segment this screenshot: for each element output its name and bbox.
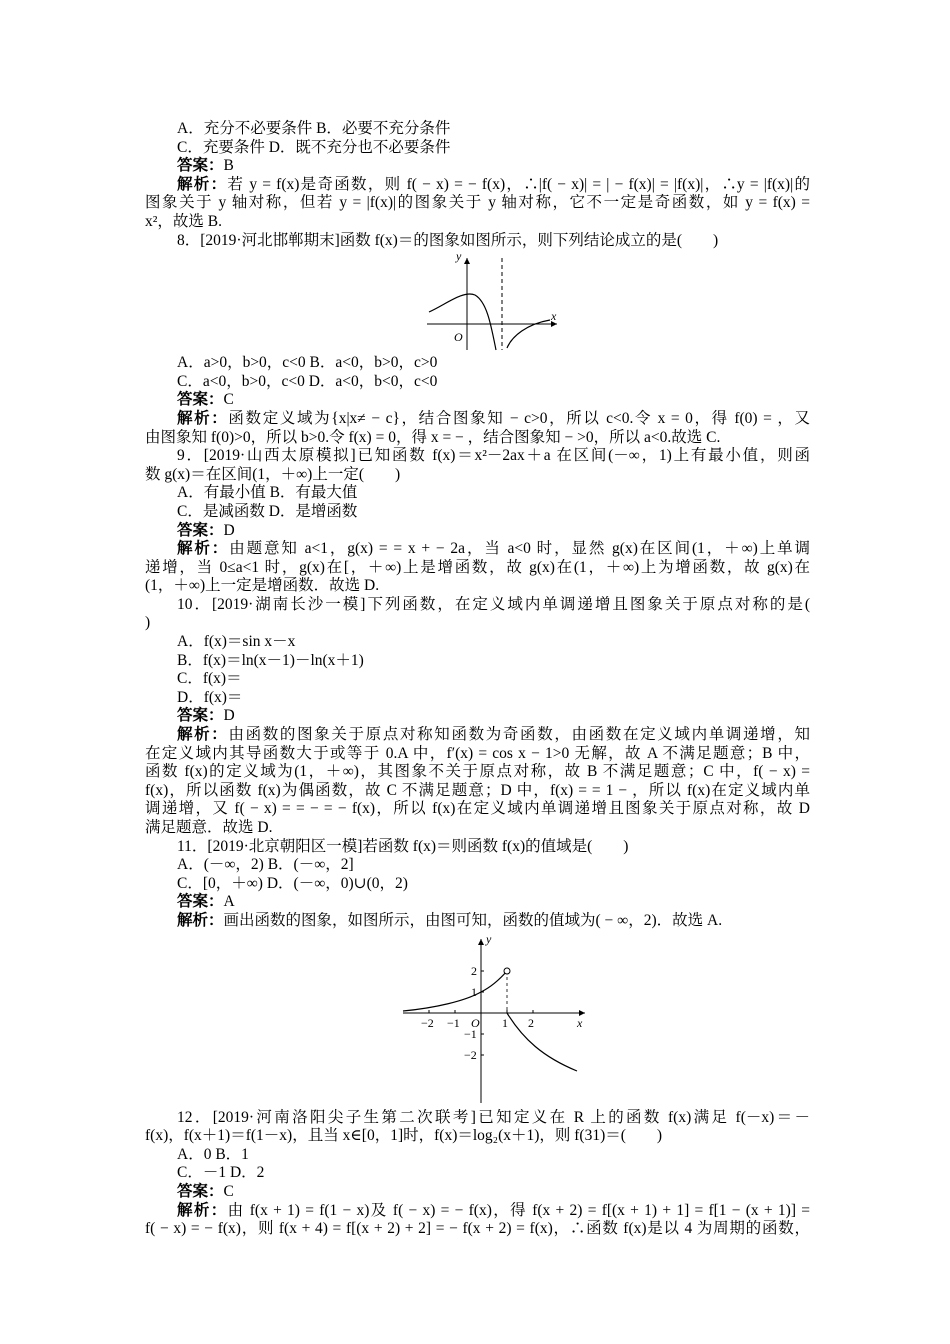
q9-solution-line-3: (1，＋∞)上一定是增函数．故选 D.: [145, 577, 380, 595]
q7-solution-line-2: 图象关于 y 轴对称，但若 y = |f(x)|的图象关于 y 轴对称，它不一定是奇函数，如 y = f(x) =: [145, 194, 810, 212]
q12-options-ab: A．0 B．1: [177, 1145, 249, 1163]
q10-solution-line-5: 调递增，又 f( − x) = = − = − f(x)，所以 f(x)在定义域内单调递增且图象关于原点对称，故 D: [145, 800, 810, 818]
x-tick-label-minus-2: −2: [421, 1015, 434, 1030]
q10-solution-line-6: 满足题意．故选 D.: [145, 819, 273, 836]
q8-figure: [145, 250, 810, 354]
curve-right-piece: [507, 1013, 577, 1071]
q11-solution-line-1: 解析：画出函数的图象，如图所示，由图可知，函数的值域为( − ∞，2)．故选 A.: [177, 911, 723, 929]
q7-options-cd: C．充要条件 D．既不充分也不必要条件: [177, 138, 451, 156]
q9-options-ab: A．有最小值 B．有最大值: [177, 484, 358, 502]
x-axis-label: x: [577, 1015, 583, 1030]
answer-label: 答案：: [177, 893, 224, 911]
q11-question: 11．[2019·北京朝阳区一模]若函数 f(x)＝则函数 f(x)的值域是( ): [177, 837, 629, 855]
q10-solution-line-2: 在定义域内其导函数大于或等于 0.A 中，f′(x) = cos x − 1>0 无解，故 A 不满足题意；B 中，: [145, 744, 810, 762]
q9-question-line-2: 数 g(x)＝在区间(1，＋∞)上一定( ): [145, 465, 401, 483]
origin-label: O: [454, 330, 463, 345]
q7-solution-line-1: 解析：若 y = f(x)是奇函数，则 f( − x) = − f(x)，∴|f( − x)| = | − f(x)| = |f(x)|，∴y = |f(x)|的: [177, 175, 810, 193]
q12-question-line-1: 12．[2019·河南洛阳尖子生第二次联考]已知定义在 R 上的函数 f(x)满足 f(－x)＝－: [177, 1108, 810, 1126]
answer-value: D: [223, 707, 235, 725]
q12-options-cd: C．－1 D．2: [177, 1164, 265, 1182]
solution-label: 解析：: [177, 726, 229, 744]
q8-answer: [145, 391, 810, 410]
q10-option-c: C．f(x)＝: [177, 670, 242, 688]
solution-label: 解析：: [177, 911, 224, 929]
q7-answer: [145, 157, 810, 176]
q10-question-line-2: ): [145, 614, 151, 632]
y-axis-arrow: [464, 258, 470, 264]
q11-options-cd: C．[0，＋∞) D．(－∞，0)∪(0，2): [177, 874, 408, 892]
answer-value: A: [223, 893, 235, 911]
curve-left-piece: [403, 971, 507, 1011]
q9-solution-line-1: 解析：由题意知 a<1，g(x) = = x + − 2a，当 a<0 时，显然 g(x)在区间(1，＋∞)上单调: [177, 540, 810, 558]
answer-value: D: [223, 521, 235, 539]
y-axis-label: y: [486, 931, 492, 946]
q12-answer: [145, 1183, 810, 1202]
q8-question: 8．[2019·河北邯郸期末]函数 f(x)＝的图象如图所示，则下列结论成立的是( ): [177, 231, 719, 249]
answer-label: 答案：: [177, 707, 224, 725]
answer-label: 答案：: [177, 1182, 224, 1200]
open-endpoint: [504, 968, 510, 974]
x-axis-label: x: [551, 309, 557, 324]
q10-answer: [145, 707, 810, 726]
origin-label: O: [471, 1015, 480, 1030]
y-axis-arrow: [478, 939, 484, 945]
q9-question-line-1: 9．[2019·山西太原模拟]已知函数 f(x)＝x²－2ax＋a 在区间(－∞，1)上有最小值，则函: [177, 447, 810, 465]
q11-answer: [145, 893, 810, 912]
x-tick-label-2: 2: [528, 1015, 534, 1030]
solution-label: 解析：: [177, 540, 230, 558]
q8-solution-line-2: 由图象知 f(0)>0，所以 b>0.令 f(x) = 0，得 x = − ，结合图象知 − >0，所以 a<0.故选 C.: [145, 428, 721, 446]
q10-option-b: B．f(x)＝ln(x－1)－ln(x＋1): [177, 651, 364, 669]
q10-solution-line-4: f(x)，所以函数 f(x)为偶函数，故 C 不满足题意；D 中，f(x) = = 1 − ，所以 f(x)在定义域内单: [145, 781, 810, 799]
answer-label: 答案：: [177, 391, 224, 409]
solution-label: 解析：: [177, 1201, 228, 1219]
q12-solution-line-2: f( − x) = − f(x)，则 f(x + 4) = f[(x + 2) + 2] = − f(x + 2) = f(x)，∴函数 f(x)是以 4 为周期的函数，: [145, 1220, 810, 1238]
q9-options-cd: C．是减函数 D．是增函数: [177, 502, 358, 520]
x-tick-label-minus-1: −1: [447, 1015, 460, 1030]
q10-option-d: D．f(x)＝: [177, 688, 243, 706]
q8-options-cd: C．a<0，b>0，c<0 D．a<0，b<0，c<0: [177, 372, 438, 390]
solution-label: 解析：: [177, 175, 228, 193]
y-tick-label-2: 2: [471, 963, 477, 978]
q7-options-ab: A．充分不必要条件 B．必要不充分条件: [177, 120, 451, 137]
q9-answer: [145, 522, 810, 541]
q10-solution-line-3: 函数 f(x)的定义域为(1，＋∞)，其图象不关于原点对称，故 B 不满足题意；C 中，f( − x) =: [145, 763, 810, 781]
q8-solution-line-1: 解析：函数定义域为{x|x≠ − c}，结合图象知 − c>0，所以 c<0.令 x = 0，得 f(0) = ，又: [177, 409, 810, 427]
y-tick-label-minus-1: −1: [464, 1026, 477, 1041]
q7-solution-line-3: x²，故选 B.: [145, 212, 222, 230]
answer-value: C: [223, 391, 234, 409]
q10-option-a: A．f(x)＝sin x－x: [177, 633, 296, 651]
x-tick-label-1: 1: [502, 1015, 508, 1030]
q10-question-line-1: 10．[2019·湖南长沙一模]下列函数，在定义域内单调递增且图象关于原点对称的是(: [177, 595, 810, 613]
answer-value: B: [223, 157, 234, 175]
answer-label: 答案：: [177, 521, 224, 539]
q8-graph-svg: [145, 250, 810, 354]
q11-options-ab: A．(－∞，2) B．(－∞，2]: [177, 856, 354, 874]
y-tick-label-minus-2: −2: [464, 1047, 477, 1062]
answer-label: 答案：: [177, 157, 224, 175]
q10-solution-line-1: 解析：由函数的图象关于原点对称知函数为奇函数，由函数在定义域内单调递增，知: [177, 726, 810, 744]
document-body: [145, 120, 810, 1239]
q12-question-line-2: f(x)，f(x＋1)＝f(1－x)，且当 x∈[0，1]时，f(x)＝log₂(x＋1)，则 f(31)＝( ): [145, 1127, 663, 1145]
y-axis-label: y: [456, 250, 462, 264]
q12-solution-line-1: 解析：由 f(x + 1) = f(1 − x)及 f( − x) = − f(x)，得 f(x + 2) = f[(x + 1) + 1] = f[1 − (x + 1)] =: [177, 1201, 810, 1219]
answer-value: C: [223, 1182, 234, 1200]
y-tick-label-1: 1: [471, 984, 477, 999]
q11-graph-svg: [145, 931, 810, 1109]
q11-figure: [145, 931, 810, 1109]
solution-label: 解析：: [177, 409, 229, 427]
q9-solution-line-2: 递增，当 0≤a<1 时，g(x)在[，＋∞)上是增函数，故 g(x)在(1，＋∞)上为增函数，故 g(x)在: [145, 558, 810, 576]
q8-options-ab: A．a>0，b>0，c<0 B．a<0，b>0，c>0: [177, 354, 438, 372]
